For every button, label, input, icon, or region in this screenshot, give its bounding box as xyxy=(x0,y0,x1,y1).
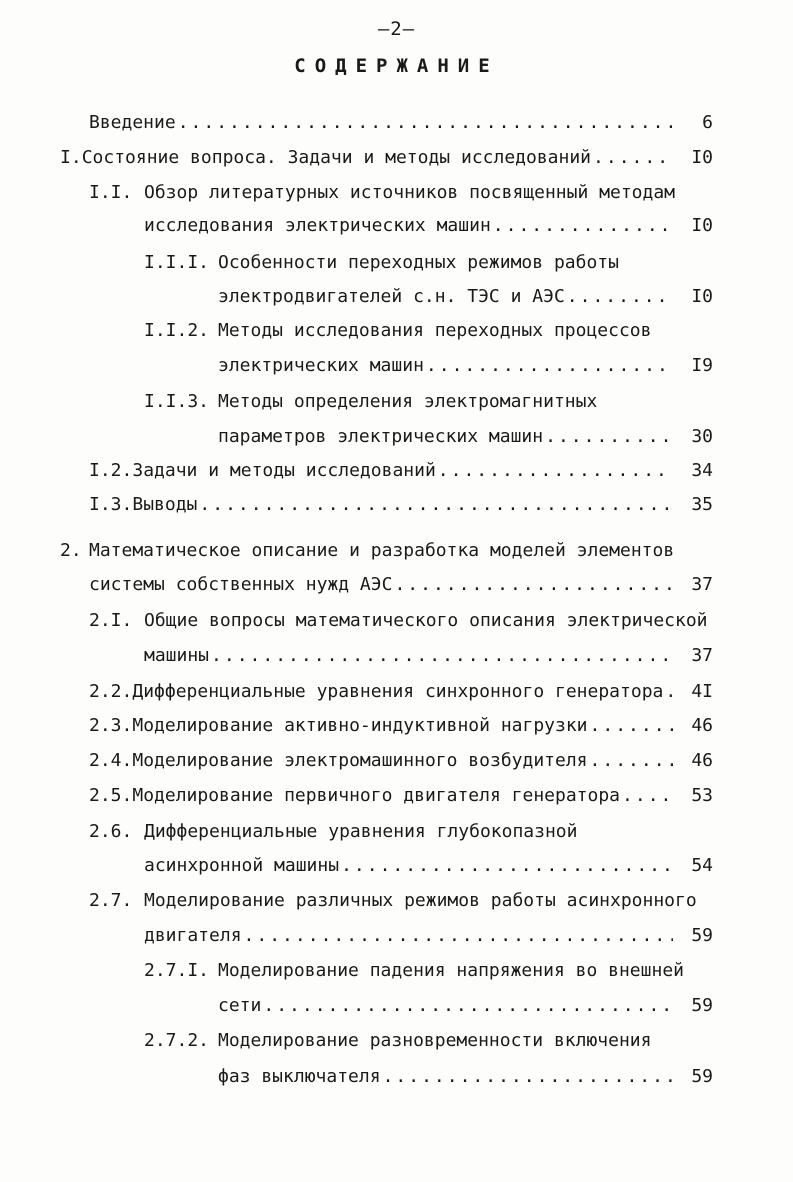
toc-leader-dots xyxy=(394,570,673,600)
toc-entry-text: Обзор литературных источников посвященный методам xyxy=(144,182,676,203)
toc-entry-number: 2.5. xyxy=(89,785,133,806)
toc-entry-text: Общие вопросы математического описания электрической xyxy=(144,610,708,631)
toc-entry-number: 2.7.2. xyxy=(144,1030,210,1051)
toc-entry-number: I.I.3. xyxy=(144,391,210,412)
toc-entry-number: 2.7. xyxy=(89,890,133,911)
toc-entry-2-5 xyxy=(89,781,713,811)
toc-entry-number: 2.2. xyxy=(89,681,133,702)
toc-entry-2-7-2-second-line xyxy=(218,1062,713,1092)
toc-entry-text: Выводы xyxy=(132,494,198,515)
toc-entry-number: 2.4. xyxy=(89,750,133,771)
toc-leader-dots xyxy=(567,282,673,312)
toc-page-number: 37 xyxy=(691,645,713,666)
toc-entry-continuation: системы собственных нужд АЭС xyxy=(89,574,393,595)
toc-entry-2-6-second-line xyxy=(144,851,713,881)
toc-entry-number: 2.I. xyxy=(89,610,133,631)
toc-entry-text: Моделирование различных режимов работы асинхронного xyxy=(144,890,697,911)
toc-leader-dots xyxy=(211,641,673,671)
toc-page-number: 59 xyxy=(691,1066,713,1087)
toc-entry-2-7-first-line xyxy=(89,886,697,916)
toc-page-number: I0 xyxy=(691,215,713,236)
toc-page-number: 46 xyxy=(691,715,713,736)
toc-entry-text: Математическое описание и разработка моделей элементов xyxy=(89,540,675,561)
toc-entry-continuation: электрических машин xyxy=(218,355,424,376)
toc-page-number: 35 xyxy=(691,494,713,515)
toc-entry-continuation: сети xyxy=(218,995,262,1016)
toc-entry-number: I.I.2. xyxy=(144,320,210,341)
toc-entry-number: I. xyxy=(60,147,82,168)
toc-leader-dots xyxy=(665,677,673,707)
toc-entry-1-1-2-second-line xyxy=(218,351,713,381)
toc-entry-text: Задачи и методы исследований xyxy=(132,460,436,481)
toc-leader-dots xyxy=(426,351,673,381)
toc-entry-introduction xyxy=(89,108,713,138)
toc-entry-number: I.2. xyxy=(89,460,133,481)
toc-page-number: 34 xyxy=(691,460,713,481)
toc-leader-dots xyxy=(593,143,673,173)
page-title: СОДЕРЖАНИЕ xyxy=(294,55,499,77)
toc-entry-1-1-3-first-line xyxy=(144,387,597,417)
toc-entry-text: Дифференциальные уравнения глубокопазной xyxy=(144,821,578,842)
toc-entry-number: 2.3. xyxy=(89,715,133,736)
toc-entry-2-7-1-first-line xyxy=(144,956,684,986)
toc-leader-dots xyxy=(545,422,673,452)
toc-leader-dots xyxy=(383,1062,673,1092)
toc-page-number: 53 xyxy=(691,785,713,806)
toc-page-number: 37 xyxy=(691,574,713,595)
toc-leader-dots xyxy=(199,490,673,520)
toc-entry-text: Моделирование активно-индуктивной нагрузки xyxy=(132,715,588,736)
toc-entry-text: Моделирование первичного двигателя генератора xyxy=(132,785,621,806)
toc-entry-text: Особенности переходных режимов работы xyxy=(218,252,619,273)
toc-page-number: 46 xyxy=(691,750,713,771)
toc-entry-text: Состояние вопроса. Задачи и методы исследований xyxy=(81,147,592,168)
toc-entry-number: 2.7.I. xyxy=(144,960,210,981)
toc-entry-continuation: машины xyxy=(144,645,210,666)
toc-entry-text: Моделирование разновременности включения xyxy=(218,1030,652,1051)
toc-leader-dots xyxy=(590,711,673,741)
toc-entry-1-2 xyxy=(89,456,713,486)
toc-entry-continuation: параметров электрических машин xyxy=(218,426,544,447)
toc-entry-2-7-1-second-line xyxy=(218,991,713,1021)
toc-page-number: 59 xyxy=(691,925,713,946)
toc-page-number: I0 xyxy=(691,286,713,307)
toc-entry-chapter-1 xyxy=(60,143,713,173)
toc-page-number: 30 xyxy=(691,426,713,447)
toc-entry-1-1-1-first-line xyxy=(144,248,619,278)
toc-entry-text: Методы определения электромагнитных xyxy=(218,391,598,412)
toc-entry-1-1-1-second-line xyxy=(218,282,713,312)
toc-entry-text: Введение xyxy=(89,112,176,133)
toc-entry-2-2 xyxy=(89,677,713,707)
toc-entry-1-1-first-line xyxy=(89,178,675,208)
toc-leader-dots xyxy=(438,456,673,486)
toc-leader-dots xyxy=(590,746,673,776)
toc-page-number: I0 xyxy=(691,147,713,168)
toc-entry-chapter-2-first-line xyxy=(60,536,674,566)
toc-leader-dots xyxy=(178,108,673,138)
toc-page-number: 4I xyxy=(691,681,713,702)
toc-page-number: 54 xyxy=(691,855,713,876)
toc-entry-continuation: исследования электрических машин xyxy=(144,215,491,236)
toc-entry-1-1-3-second-line xyxy=(218,422,713,452)
toc-entry-1-1-2-first-line xyxy=(144,316,651,346)
page-number: –2– xyxy=(377,18,416,40)
toc-entry-2-4 xyxy=(89,746,713,776)
toc-entry-text: Моделирование падения напряжения во внешней xyxy=(218,960,684,981)
toc-entry-2-3 xyxy=(89,711,713,741)
toc-entry-text: Дифференциальные уравнения синхронного генератора xyxy=(132,681,664,702)
toc-entry-continuation: двигателя xyxy=(144,925,242,946)
toc-entry-1-1-second-line xyxy=(144,211,713,241)
toc-leader-dots xyxy=(341,851,673,881)
toc-entry-2-7-second-line xyxy=(144,921,713,951)
toc-page-number: 59 xyxy=(691,995,713,1016)
toc-entry-continuation: фаз выключателя xyxy=(218,1066,381,1087)
toc-entry-2-1-second-line xyxy=(144,641,713,671)
toc-leader-dots xyxy=(622,781,673,811)
toc-page-number: I9 xyxy=(691,355,713,376)
toc-entry-number: 2.6. xyxy=(89,821,133,842)
toc-entry-continuation: электродвигателей с.н. ТЭС и АЭС xyxy=(218,286,565,307)
toc-entry-2-7-2-first-line xyxy=(144,1026,651,1056)
toc-entry-1-3 xyxy=(89,490,713,520)
toc-leader-dots xyxy=(493,211,673,241)
toc-entry-number: 2. xyxy=(60,540,82,561)
toc-leader-dots xyxy=(244,921,673,951)
toc-entry-2-1-first-line xyxy=(89,606,708,636)
toc-entry-number: I.3. xyxy=(89,494,133,515)
toc-entry-2-6-first-line xyxy=(89,817,577,847)
toc-entry-text: Моделирование электромашинного возбудителя xyxy=(132,750,588,771)
toc-page-number: 6 xyxy=(702,112,713,133)
toc-entry-chapter-2-second-line xyxy=(89,570,713,600)
toc-entry-continuation: асинхронной машины xyxy=(144,855,340,876)
toc-leader-dots xyxy=(263,991,673,1021)
toc-entry-number: I.I. xyxy=(89,182,133,203)
toc-entry-number: I.I.I. xyxy=(144,252,210,273)
toc-entry-text: Методы исследования переходных процессов xyxy=(218,320,652,341)
